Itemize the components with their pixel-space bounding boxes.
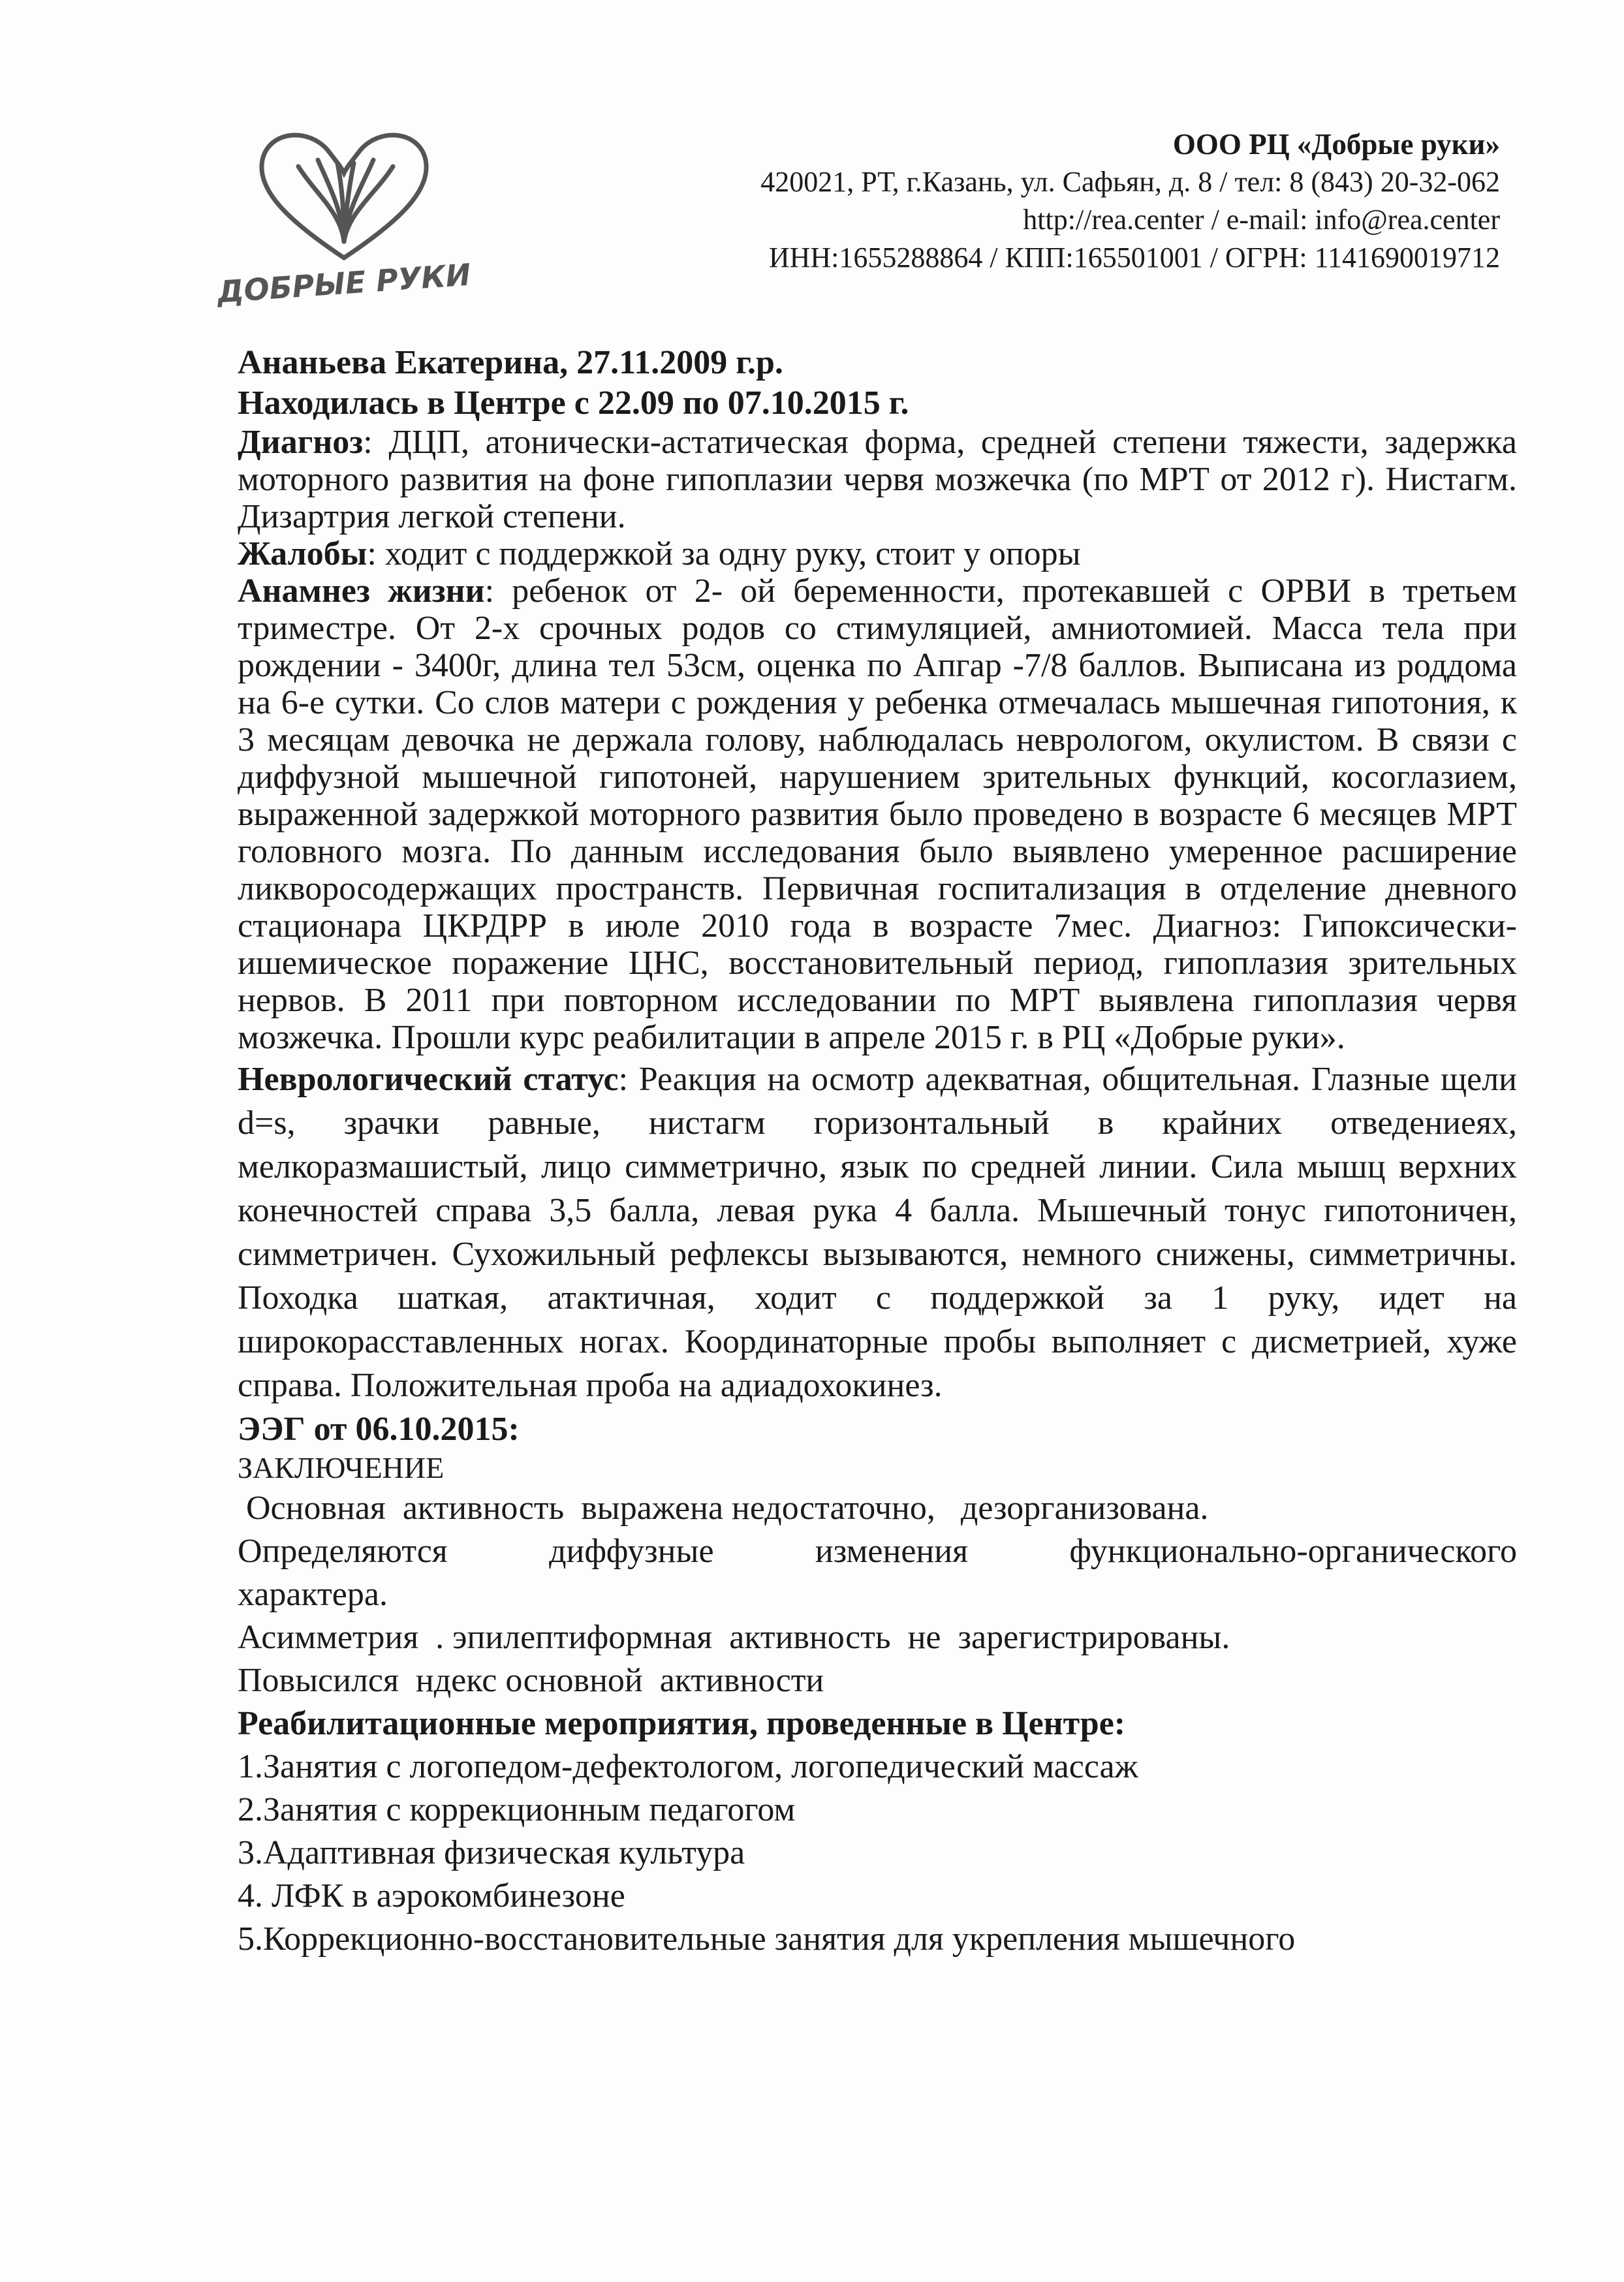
company-address: 420021, РТ, г.Казань, ул. Сафьян, д. 8 / тел: 8 (843) 20-32-062	[760, 166, 1500, 198]
anamnesis-section	[238, 572, 1517, 1056]
dobrye-ruki-logo	[215, 114, 472, 310]
diagnosis-label: Диагноз	[238, 424, 364, 461]
company-registration: ИНН:1655288864 / КПП:165501001 / ОГРН: 1141690019712	[768, 242, 1500, 274]
eeg-line-5: Повысился ндекс основной активности	[238, 1662, 824, 1699]
company-name: ООО РЦ «Добрые руки»	[1172, 128, 1500, 161]
rehab-list	[238, 1745, 1517, 1961]
document-body	[238, 343, 1517, 1961]
eeg-word: Определяются	[238, 1533, 448, 1570]
patient-stay: Находилась в Центре с 22.09 по 07.10.2015 г.	[238, 384, 909, 422]
eeg-title: ЭЭГ от 06.10.2015:	[238, 1411, 520, 1448]
rehab-item: 4. ЛФК в аэрокомбинезоне	[238, 1877, 625, 1915]
complaints-label: Жалобы	[238, 535, 367, 572]
eeg-line-4: Асимметрия . эпилептиформная активность не зарегистрированы.	[238, 1619, 1230, 1656]
diagnosis-section	[238, 424, 1517, 535]
anamnesis-label: Анамнез жизни	[238, 572, 485, 610]
eeg-word: изменения	[815, 1533, 968, 1570]
anamnesis-text: : ребенок от 2- ой беременности, протекавшей с ОРВИ в третьем триместре. От 2-х срочных родов со стимуляцией, амниотомией. Масса тела при рождении - 3400г, длина тел 53см, оценка по Апгар -7/8 баллов. Выписана из роддома на 6-е сутки. Со слов матери с рождения у ребенка отмечалась мышечная гипотония, к 3 месяцам девочка не держала голову, наблюдалась неврологом, окулистом. В связи с диффузной мышечной гипотоней, нарушением зрительных функций, косоглазием, выраженной задержкой моторного развития было проведено в возрасте 6 месяцев МРТ головного мозга. По данным исследования было выявлено умеренное расширение ликворосодержащих пространств. Первичная госпитализация в отделение дневного стационара ЦКРДРР в июле 2010 года в возрасте 7мес. Диагноз: Гипоксически- ишемическое поражение ЦНС, восстановительный период, гипоплазия зрительных нервов. В 2011 при повторном исследовании по МРТ выявлена гипоплазия червя мозжечка. Прошли курс реабилитации в апреле 2015 г. в РЦ «Добрые руки».	[238, 572, 1517, 1056]
complaints-text: : ходит с поддержкой за одну руку, стоит у опоры	[367, 535, 1081, 572]
rehab-item: 3.Адаптивная физическая культура	[238, 1834, 745, 1871]
neuro-status-label: Неврологический статус	[238, 1061, 619, 1098]
neuro-status-text: : Реакция на осмотр адекватная, общительная. Глазные щели d=s, зрачки равные, нистагм горизонтальный в крайних отведениеях, мелкоразмашистый, лицо симметрично, язык по средней линии. Сила мышц верхних конечностей справа 3,5 балла, левая рука 4 балла. Мышечный тонус гипотоничен, симметричен. Сухожильный рефлексы вызываются, немного снижены, симметричны. Походка шаткая, атактичная, ходит с поддержкой за 1 руку, идет на широкорасставленных ногах. Координаторные пробы выполняет с дисметрией, хуже справа. Положительная проба на адиадохокинез.	[238, 1061, 1517, 1404]
company-info	[760, 125, 1500, 277]
company-web: http://rea.center / e-mail: info@rea.center	[1023, 204, 1500, 236]
logo-text: ДОБРЫЕ РУКИ	[215, 257, 472, 310]
rehab-item: 1.Занятия с логопедом-дефектологом, логопедический массаж	[238, 1748, 1138, 1785]
eeg-caption: ЗАКЛЮЧЕНИЕ	[238, 1451, 445, 1484]
rehab-item: 5.Коррекционно-восстановительные занятия для укрепления мышечного	[238, 1920, 1296, 1958]
patient-name: Ананьева Екатерина, 27.11.2009 г.р.	[238, 344, 783, 381]
diagnosis-text: : ДЦП, атонически-астатическая форма, средней степени тяжести, задержка моторного развития на фоне гипоплазии червя мозжечка (по МРТ от 2012 г). Нистагм. Дизартрия легкой степени.	[238, 424, 1517, 535]
eeg-word: диффузные	[549, 1533, 714, 1570]
neuro-status-section	[238, 1057, 1517, 1407]
eeg-line-2	[238, 1530, 1517, 1573]
rehab-title: Реабилитационные мероприятия, проведенные в Центре:	[238, 1705, 1126, 1742]
eeg-line-1: Основная активность выражена недостаточно, дезорганизована.	[238, 1490, 1209, 1527]
complaints-section	[238, 535, 1517, 572]
eeg-line-3: характера.	[238, 1576, 388, 1613]
rehab-item: 2.Занятия с коррекционным педагогом	[238, 1791, 796, 1828]
eeg-word: функционально-органического	[1069, 1533, 1518, 1570]
